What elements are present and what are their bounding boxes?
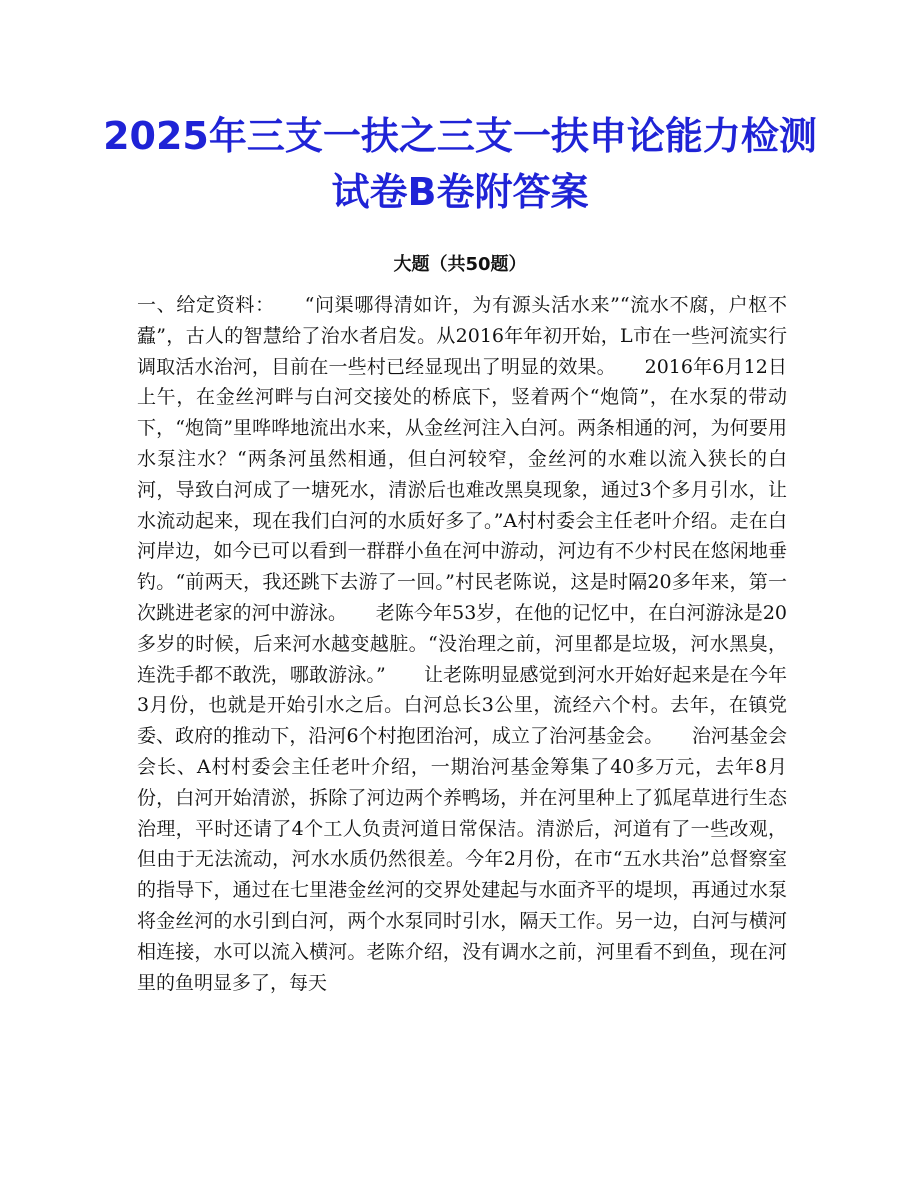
body-paragraph: 一、给定资料： “问渠哪得清如许，为有源头活水来”“流水不腐，户枢不蠹”，古人的智慧给了治水者启发。从2016年年初开始，L市在一些河流实行调取活水治河，目前在一些村已经显现出了明显的效果。 2016年6月12日上午，在金丝河畔与白河交接处的桥底下，竖着两个“炮筒”，在水泵的带动下，“炮筒”里哗哗地流出水来，从金丝河注入白河。两条相通的河，为何要用水泵注水？“两条河虽然相通，但白河较窄，金丝河的水难以流入狭长的白河，导致白河成了一塘死水，清淤后也难改黑臭现象，通过3个多月引水，让水流动起来，现在我们白河的水质好多了。”A村村委会主任老叶介绍。走在白河岸边，如今已可以看到一群群小鱼在河中游动，河边有不少村民在悠闲地垂钓。“前两天，我还跳下去游了一回。”村民老陈说，这是时隔20多年来，第一次跳进老家的河中游泳。 老陈今年53岁，在他的记忆中，在白河游泳是20多岁的时候，后来河水越变越脏。“没治理之前，河里都是垃圾，河水黑臭，连洗手都不敢洗，哪敢游泳。” 让老陈明显感觉到河水开始好起来是在今年3月份，也就是开始引水之后。白河总长3公里，流经六个村。去年，在镇党委、政府的推动下，沿河6个村抱团治河，成立了治河基金会。 治河基金会会长、A村村委会主任老叶介绍，一期治河基金筹集了40多万元，去年8月份，白河开始清淤，拆除了河边两个养鸭场，并在河里种上了狐尾草进行生态治理，平时还请了4个工人负责河道日常保洁。清淤后，河道有了一些改观，但由于无法流动，河水水质仍然很差。今年2月份，在市“五水共治”总督察室的指导下，通过在七里港金丝河的交界处建起与水面齐平的堤坝，再通过水泵将金丝河的水引到白河，两个水泵同时引水，隔天工作。另一边，白河与横河相连接，水可以流入横河。老陈介绍，没有调水之前，河里看不到鱼，现在河里的鱼明显多了，每天	[137, 294, 787, 994]
body-text	[137, 290, 787, 1090]
section-heading: 大题（共50题）	[393, 254, 527, 275]
document-title: 2025年三支一扶之三支一扶申论能力检测试卷B卷附答案	[103, 114, 817, 214]
